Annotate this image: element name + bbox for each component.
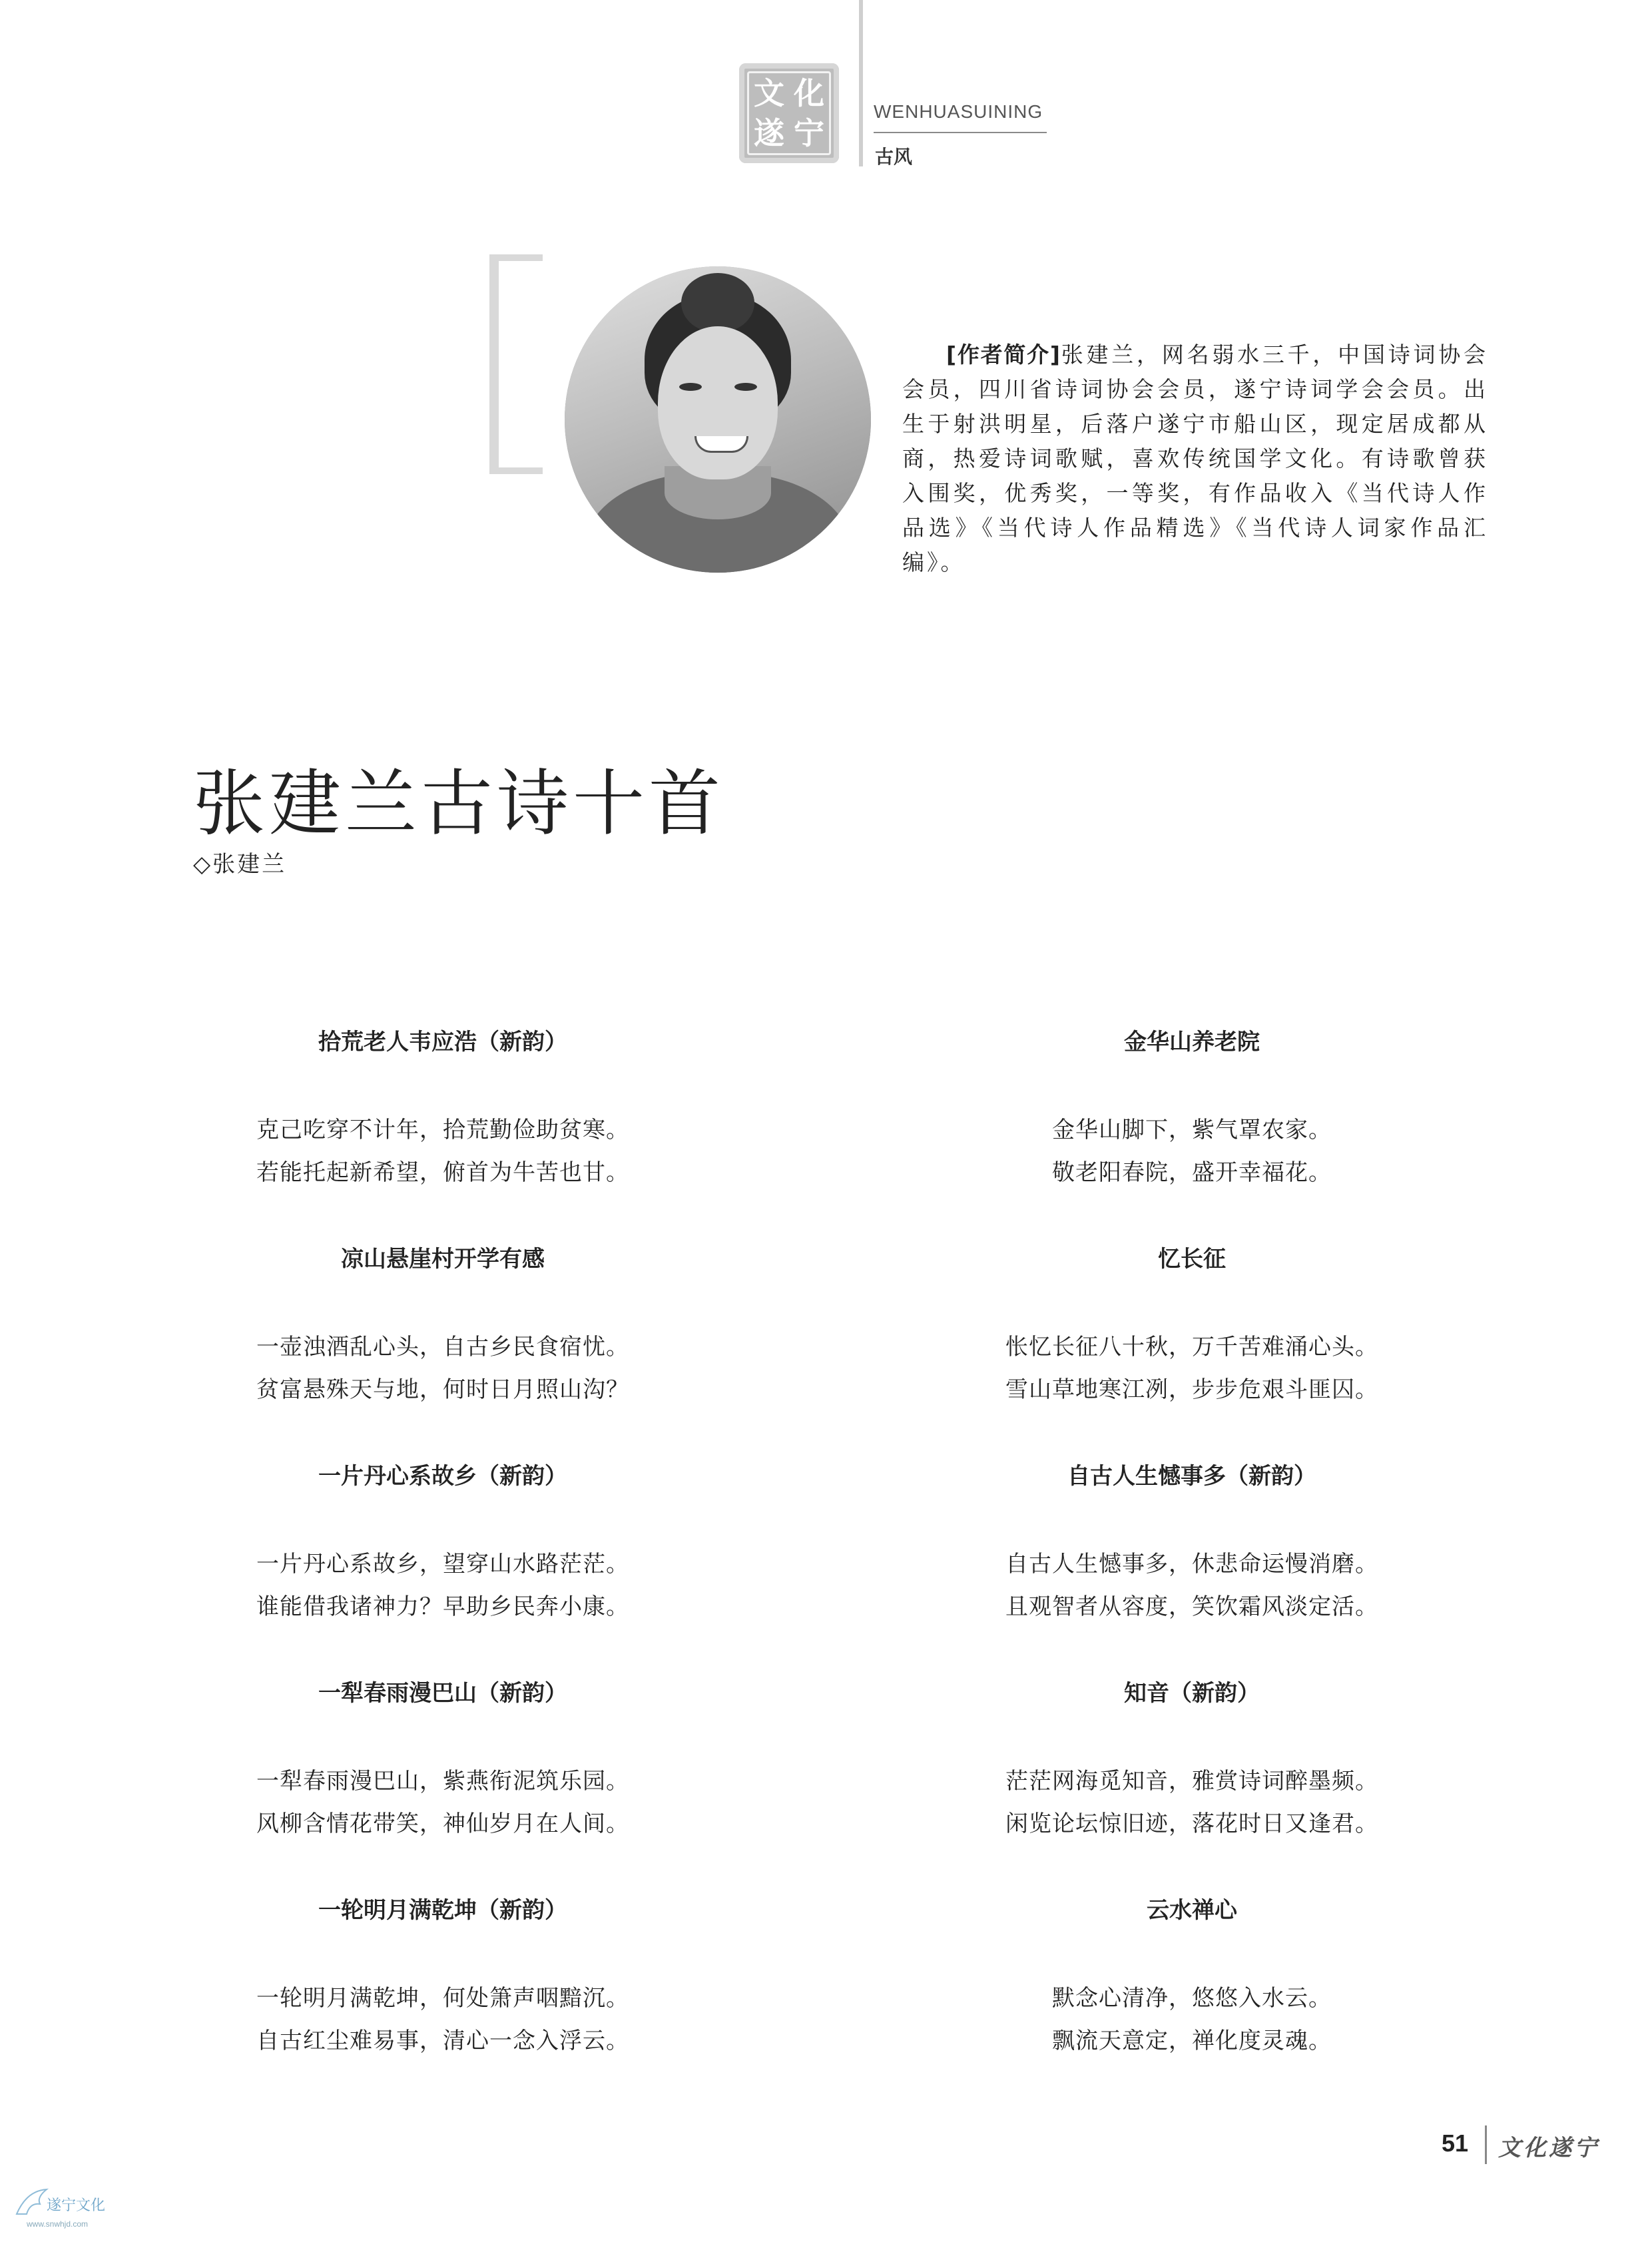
poem [965,1239,1418,1456]
page-number: 51 [1442,2129,1469,2157]
poem-line: 一轮明月满乾坤，何处箫声咽黯沉。 [256,1985,629,2012]
poem-line: 自古红尘难易事，清心一念入浮云。 [256,2028,629,2054]
poem [965,1890,1418,2107]
logo-char: 化 [794,75,824,111]
poem-title: 一轮明月满乾坤（新韵） [318,1897,567,1924]
poem-line: 且观智者从容度，笑饮霜风淡定活。 [1005,1593,1378,1620]
poem [216,1890,669,2107]
poem [965,1673,1418,1890]
poem [965,1456,1418,1673]
poem [216,1456,669,1673]
poem-title: 拾荒老人韦应浩（新韵） [318,1029,567,1055]
poem-line: 一犁春雨漫巴山，紫燕衔泥筑乐园。 [256,1768,629,1795]
bio-text: 张建兰，网名弱水三千，中国诗词协会会员，四川省诗词协会会员，遂宁诗词学会会员。出生于射洪明星，后落户遂宁市船山区，现定居成都从商，热爱诗词歌赋，喜欢传统国学文化。有诗歌曾获入围奖，优秀奖，一等奖，有作品收入《当代诗人作品选》《当代诗人作品精选》《当代诗人词家作品汇编》。 [902,342,1489,575]
logo-char: 宁 [794,115,824,151]
poem [965,1022,1418,1239]
poem-line: 贫富悬殊天与地，何时日月照山沟？ [256,1376,629,1403]
poem-line: 敬老阳春院，盛开幸福花。 [1052,1159,1332,1186]
magazine-logo [739,63,839,163]
poem-line: 默念心清净，悠悠入水云。 [1052,1985,1332,2012]
poem-line: 谁能借我诸神力？早助乡民奔小康。 [256,1593,629,1620]
poem-column-right [965,1022,1418,2107]
header-underline [874,132,1047,133]
poem-line: 风柳含情花带笑，神仙岁月在人间。 [256,1811,629,1837]
logo-char: 遂 [754,115,784,151]
poem-line: 怅忆长征八十秋，万千苦难涌心头。 [1005,1334,1378,1360]
article-byline: ◇张建兰 [193,851,287,878]
watermark-url: www.snwhjd.com [27,2219,89,2229]
logo-char: 文 [754,75,784,111]
poem-line: 若能托起新希望，俯首为牛苦也甘。 [256,1159,629,1186]
decorative-bracket [489,254,543,474]
poem-line: 雪山草地寒江冽，步步危艰斗匪囚。 [1005,1376,1378,1403]
poem-line: 茫茫网海觅知音，雅赏诗词醉墨频。 [1005,1768,1378,1795]
footer-magazine-name: 文化遂宁 [1498,2135,1599,2161]
article-title: 张建兰古诗十首 [193,762,725,846]
poem-title: 金华山养老院 [1124,1029,1260,1055]
poem-title: 自古人生憾事多（新韵） [1067,1463,1316,1490]
poem-line: 一壶浊酒乱心头，自古乡民食宿忧。 [256,1334,629,1360]
poem-title: 凉山悬崖村开学有感 [341,1246,545,1272]
footer-divider [1485,2125,1487,2164]
bio-lead: [作者简介] [946,342,1061,368]
author-portrait [565,266,871,573]
poem [216,1239,669,1456]
poem-line: 克己吃穿不计年，拾荒勤俭助贫寒。 [256,1117,629,1143]
poem-title: 忆长征 [1158,1246,1226,1272]
section-label: 古风 [875,146,913,168]
poem-column-left [216,1022,669,2107]
poem-line: 金华山脚下，紫气罩农家。 [1052,1117,1332,1143]
poem-title: 知音（新韵） [1124,1680,1260,1707]
poem-line: 闲览论坛惊旧迹，落花时日又逢君。 [1005,1811,1378,1837]
poem-line: 飘流天意定，禅化度灵魂。 [1052,2028,1332,2054]
header-english-title: WENHUASUINING [874,101,1043,122]
poem-title: 一犁春雨漫巴山（新韵） [318,1680,567,1707]
poem-line: 一片丹心系故乡，望穿山水路茫茫。 [256,1551,629,1577]
header-divider [859,0,863,166]
author-bio [902,338,1488,580]
poem-title: 云水禅心 [1147,1897,1237,1924]
poem [216,1022,669,1239]
poem-title: 一片丹心系故乡（新韵） [318,1463,567,1490]
poem-line: 自古人生憾事多，休悲命运慢消磨。 [1005,1551,1378,1577]
watermark-text: 遂宁文化 [47,2197,106,2214]
poem [216,1673,669,1890]
